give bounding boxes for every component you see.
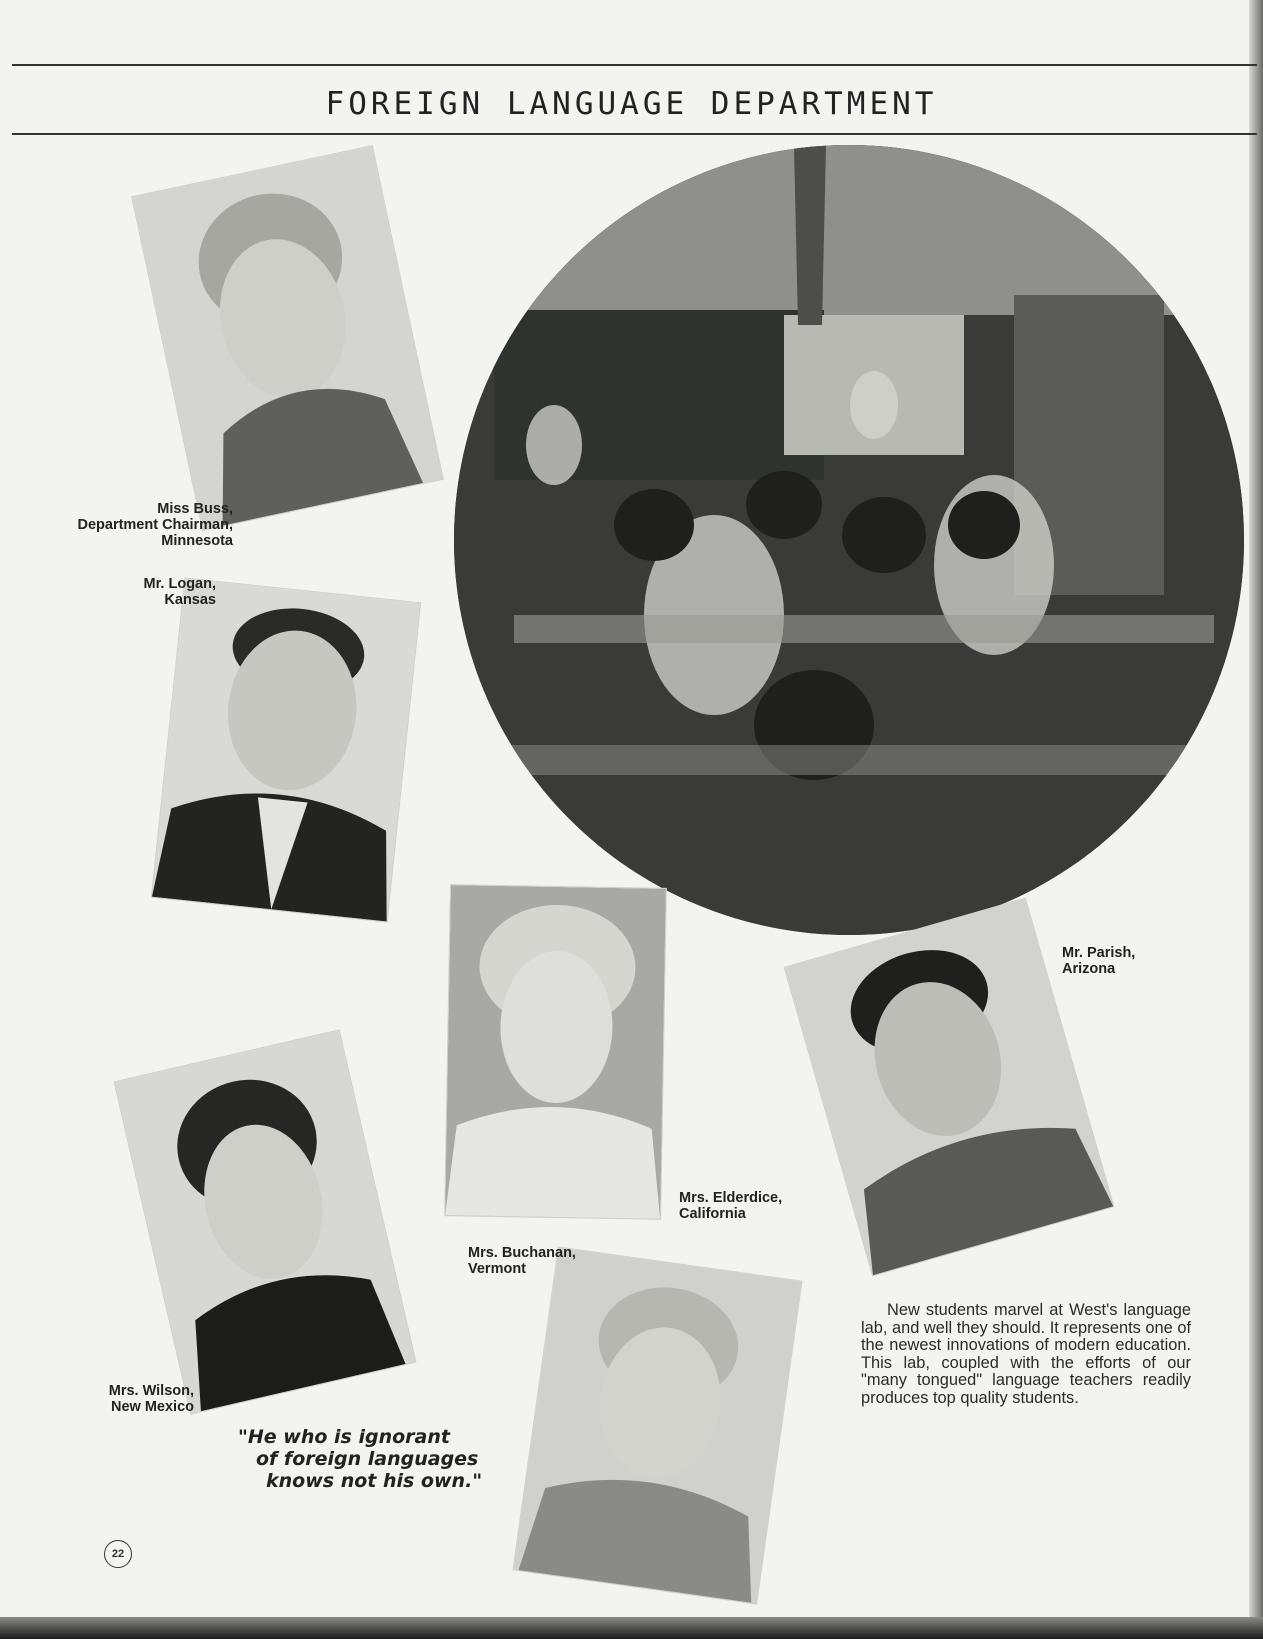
- classroom-photo: [454, 145, 1244, 935]
- caption-line: Mr. Parish,: [1062, 945, 1136, 961]
- page-edge-shadow-bottom: [0, 1617, 1263, 1639]
- body-paragraph: New students marvel at West's language lab, and well they should. It represents one of the newest innovations of modern education. This lab, coupled with the efforts of our "many tongued" language teachers readily produces top quality students.: [861, 1301, 1191, 1407]
- caption-line: Mrs. Wilson,: [108, 1383, 194, 1399]
- quote-line: knows not his own.": [266, 1470, 483, 1492]
- caption-line: Department Chairman,: [77, 517, 233, 533]
- caption-mrs-wilson: [60, 1383, 194, 1415]
- caption-line: Mr. Logan,: [143, 576, 216, 592]
- caption-line: California: [679, 1206, 746, 1222]
- header-rule-top: [12, 64, 1257, 66]
- caption-line: Kansas: [164, 592, 216, 608]
- caption-miss-buss: [30, 501, 233, 549]
- quote-line: of foreign languages: [256, 1448, 479, 1470]
- caption-mrs-elderdice: [679, 1190, 839, 1222]
- caption-line: Mrs. Buchanan,: [468, 1245, 576, 1261]
- caption-mr-parish: [1062, 945, 1202, 977]
- portrait-mrs-elderdice: [445, 885, 666, 1219]
- page-edge-shadow-right: [1249, 0, 1263, 1639]
- quote-line: "He who is ignorant: [238, 1426, 450, 1448]
- header-rule-bottom: [12, 133, 1257, 135]
- portrait-mrs-buchanan: [514, 1248, 802, 1604]
- caption-line: Miss Buss,: [157, 501, 233, 517]
- caption-line: Minnesota: [161, 533, 233, 549]
- portrait-miss-buss: [132, 146, 442, 530]
- caption-line: Mrs. Elderdice,: [679, 1190, 783, 1206]
- caption-mr-logan: [80, 576, 216, 608]
- caption-mrs-buchanan: [468, 1245, 628, 1277]
- caption-line: Vermont: [468, 1261, 527, 1277]
- page-number: 22: [104, 1540, 132, 1568]
- caption-line: Arizona: [1062, 961, 1116, 977]
- caption-line: New Mexico: [111, 1399, 194, 1415]
- pull-quote: [238, 1426, 498, 1492]
- portrait-mr-logan: [152, 579, 420, 922]
- page-title: FOREIGN LANGUAGE DEPARTMENT: [325, 86, 938, 122]
- portrait-mrs-wilson: [115, 1030, 416, 1413]
